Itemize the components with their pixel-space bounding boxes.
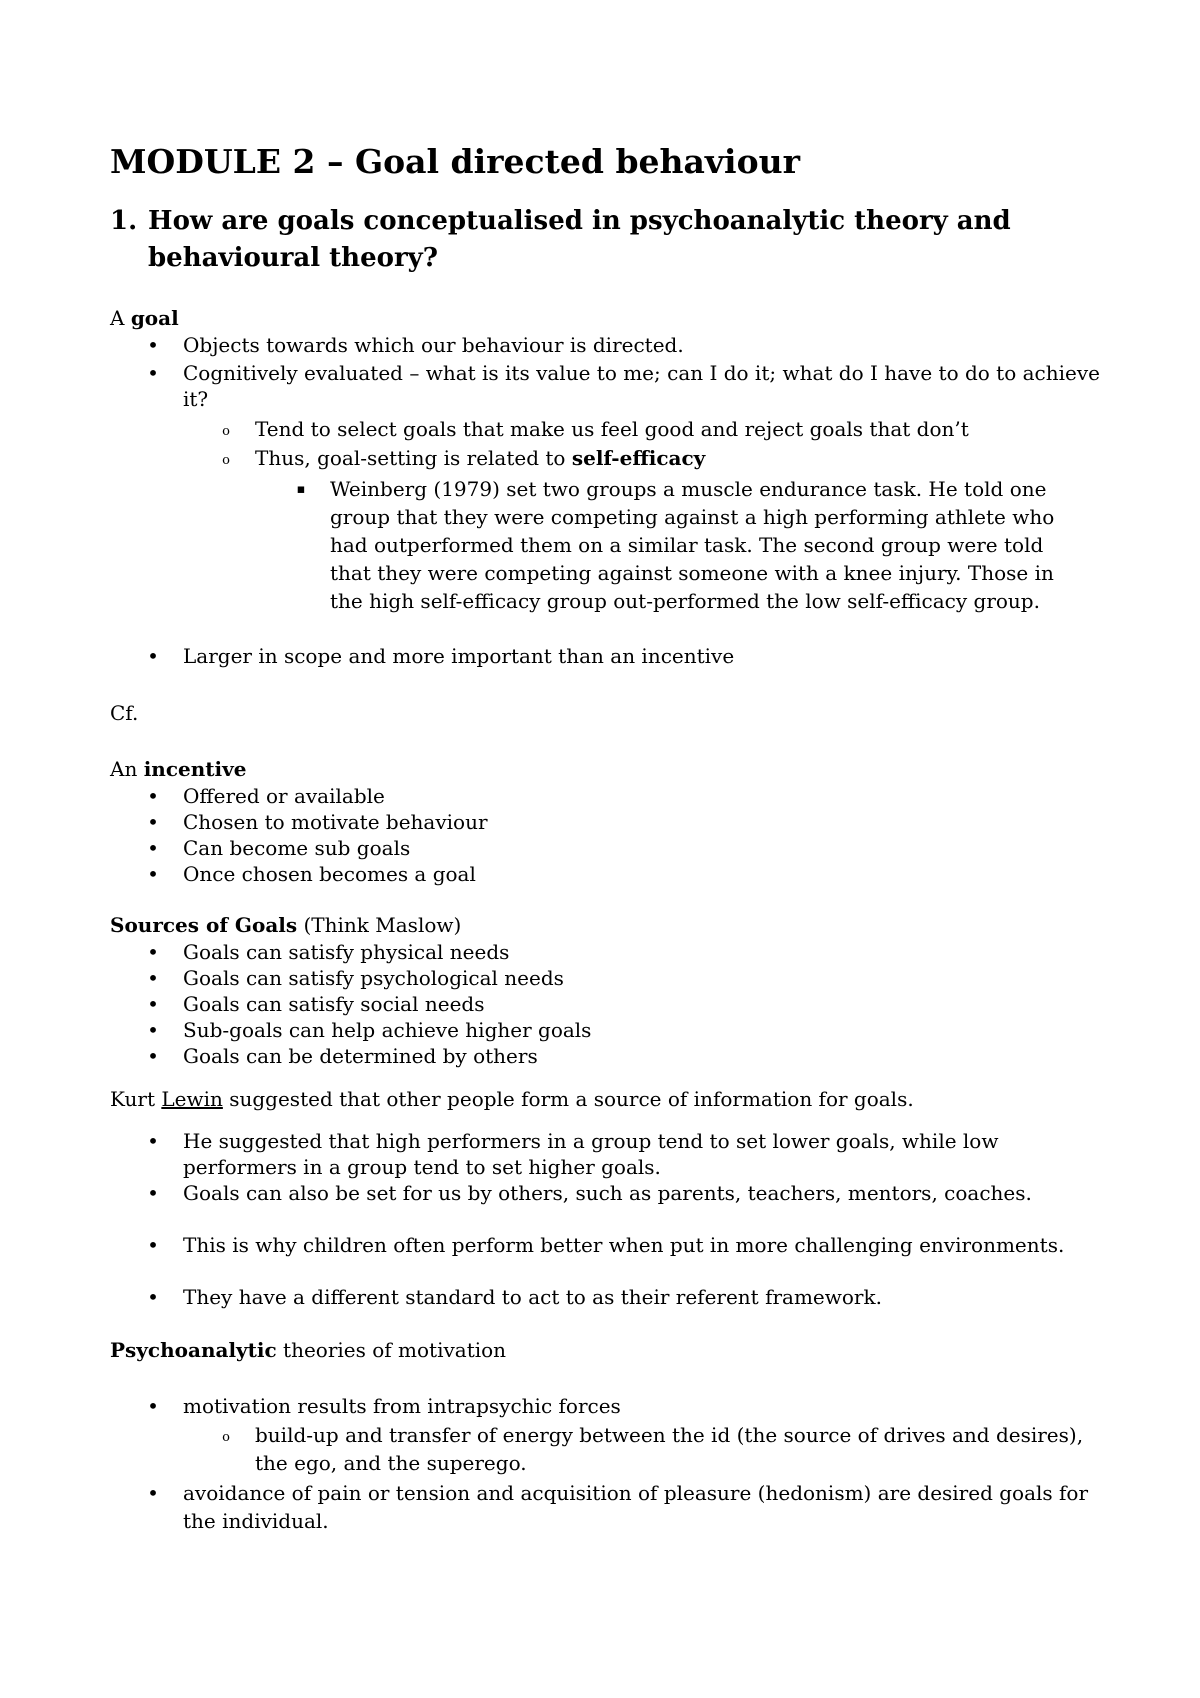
list-item-text: Goals can be determined by others: [183, 1044, 538, 1068]
bullet-marker: •: [147, 1394, 159, 1418]
bullet-marker: •: [147, 1129, 159, 1153]
list-item: [222, 416, 1115, 442]
list-item: [296, 475, 1090, 615]
list-item-text: He suggested that high performers in a group tend to set lower goals, while low performers in a group tend to set higher goals.: [183, 1129, 999, 1179]
module-title: MODULE 2 – Goal directed behaviour: [110, 142, 800, 181]
list-item-text: Cognitively evaluated – what is its value to me; can I do it; what do I have to do to achieve it?: [183, 361, 1100, 411]
bullet-marker: •: [147, 1233, 159, 1257]
list-item: [147, 1180, 1113, 1206]
psychoanalytic-term: Psychoanalytic: [110, 1338, 277, 1362]
bullet-marker: •: [147, 1044, 159, 1068]
sources-heading: [110, 911, 461, 939]
list-item-text: Offered or available: [183, 784, 385, 808]
lewin-name: Lewin: [161, 1087, 223, 1111]
question-number: 1.: [110, 206, 138, 236]
list-item: [147, 1017, 1113, 1043]
list-item-text: Can become sub goals: [183, 836, 411, 860]
bullet-marker: •: [147, 644, 159, 668]
sources-term: Sources of Goals: [110, 913, 298, 937]
bullet-marker: •: [147, 862, 159, 886]
lewin-prefix: Kurt: [110, 1087, 162, 1111]
list-item-text: Tend to select goals that make us feel good and reject goals that don’t: [255, 417, 969, 441]
list-item: [147, 332, 1113, 358]
list-item-text: Goals can also be set for us by others, such as parents, teachers, mentors, coaches.: [183, 1181, 1032, 1205]
lewin-paragraph: [110, 1085, 914, 1113]
bullet-marker: •: [147, 836, 159, 860]
incentive-heading: [110, 755, 246, 783]
list-item: [222, 445, 1115, 471]
incentive-term: incentive: [143, 757, 247, 781]
psychoanalytic-heading: [110, 1336, 506, 1364]
list-item-text: Goals can satisfy social needs: [183, 992, 485, 1016]
list-item: [147, 1128, 1113, 1180]
list-item-text: This is why children often perform better when put in more challenging environments.: [183, 1233, 1065, 1257]
cf-label: Cf.: [110, 701, 139, 725]
bullet-marker: •: [147, 1181, 159, 1205]
bullet-marker: •: [147, 333, 159, 357]
list-item: [147, 1043, 1113, 1069]
bullet-marker: •: [147, 810, 159, 834]
weinberg-study-text: Weinberg (1979) set two groups a muscle endurance task. He told one group that they were competing against a high performing athlete who had outperformed them on a similar task. The second group were told that they were competing against someone with a knee injury. Those in the high self-efficacy group out-performed the low self-efficacy group.: [330, 477, 1055, 613]
self-efficacy-term: self-efficacy: [571, 446, 706, 470]
list-item-text: Sub-goals can help achieve higher goals: [183, 1018, 592, 1042]
question-heading: How are goals conceptualised in psychoanalytic theory and behavioural theory?: [148, 206, 1011, 273]
psychoanalytic-suffix: theories of motivation: [276, 1338, 507, 1362]
sub-bullet-marker: o: [222, 424, 230, 439]
bullet-marker: •: [147, 940, 159, 964]
bullet-marker: •: [147, 1481, 159, 1505]
list-item-text: They have a different standard to act to as their referent framework.: [183, 1285, 882, 1309]
sub-bullet-marker: o: [222, 453, 230, 468]
list-item: [147, 861, 1113, 887]
list-item-text: [255, 445, 1115, 471]
goal-prefix: A: [110, 306, 131, 330]
list-item-text: avoidance of pain or tension and acquisition of pleasure (hedonism) are desired goals for the individual.: [183, 1481, 1089, 1533]
list-item: [147, 1479, 1113, 1535]
incentive-prefix: An: [110, 757, 144, 781]
list-item-text: motivation results from intrapsychic forces: [183, 1394, 621, 1418]
list-item: [147, 991, 1113, 1017]
list-item: [147, 1232, 1113, 1258]
goal-heading: [110, 304, 179, 332]
list-item: [147, 360, 1113, 412]
list-item: [147, 965, 1113, 991]
list-item-text: build-up and transfer of energy between the id (the source of drives and desires), the ego, and the superego.: [255, 1423, 1084, 1475]
list-item: [147, 939, 1113, 965]
list-item-text: Larger in scope and more important than an incentive: [183, 644, 735, 668]
list-item: [147, 835, 1113, 861]
bullet-marker: •: [147, 1018, 159, 1042]
list-item-text: Chosen to motivate behaviour: [183, 810, 488, 834]
goal-term: goal: [130, 306, 179, 330]
self-efficacy-prefix: Thus, goal-setting is related to: [255, 446, 572, 470]
sources-suffix: (Think Maslow): [297, 913, 462, 937]
bullet-marker: •: [147, 992, 159, 1016]
bullet-marker: •: [147, 1285, 159, 1309]
list-item-text: Objects towards which our behaviour is directed.: [183, 333, 684, 357]
list-item: [222, 1421, 1115, 1477]
lewin-suffix: suggested that other people form a source of information for goals.: [222, 1087, 914, 1111]
bullet-marker: •: [147, 784, 159, 808]
sub-bullet-marker: o: [222, 1430, 230, 1445]
list-item-text: Once chosen becomes a goal: [183, 862, 476, 886]
list-item-text: Goals can satisfy psychological needs: [183, 966, 564, 990]
subsub-bullet-marker: ▪: [296, 482, 306, 497]
bullet-marker: •: [147, 361, 159, 385]
list-item: [147, 809, 1113, 835]
list-item: [147, 1284, 1113, 1310]
list-item-text: Goals can satisfy physical needs: [183, 940, 510, 964]
bullet-marker: •: [147, 966, 159, 990]
list-item: [147, 1393, 1113, 1419]
list-item: [147, 643, 1113, 669]
list-item: [147, 783, 1113, 809]
